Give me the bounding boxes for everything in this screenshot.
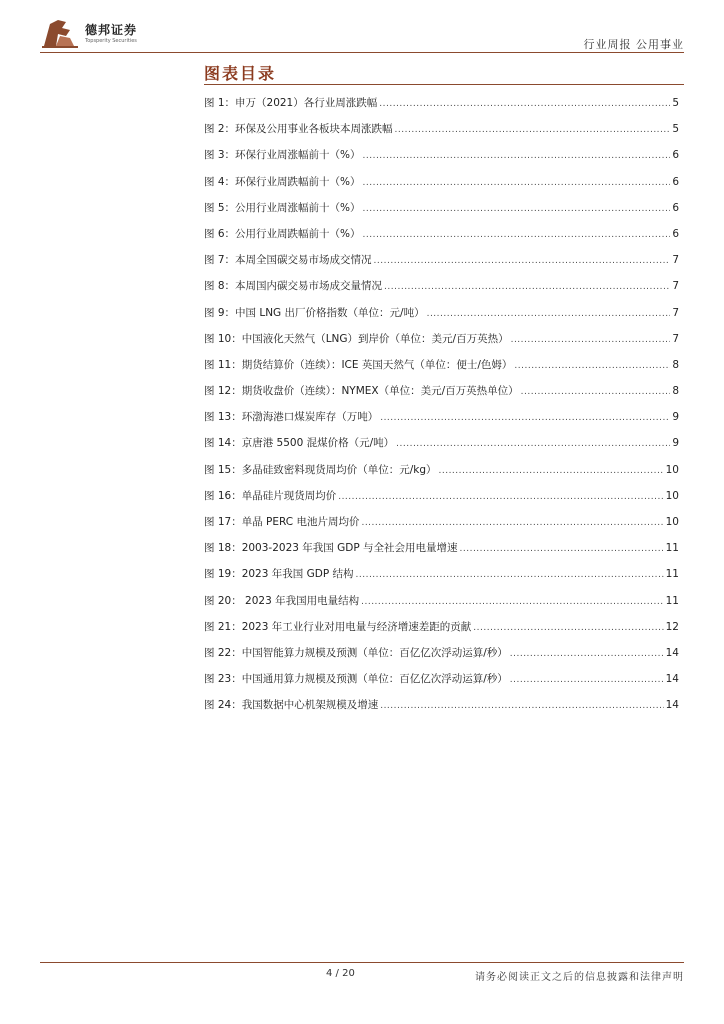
toc-dot-leader: [361, 518, 663, 528]
toc-entry[interactable]: [204, 226, 679, 252]
toc-entry-page: 7: [672, 306, 679, 319]
toc-entry[interactable]: [204, 435, 679, 461]
toc-dot-leader: [514, 361, 670, 371]
toc-entry-text: 图 10：中国液化天然气（LNG）到岸价（单位：美元/百万英热）: [204, 332, 509, 345]
toc-dot-leader: [396, 439, 670, 449]
toc-dot-leader: [427, 309, 671, 319]
toc-dot-leader: [338, 492, 663, 502]
toc-entry[interactable]: [204, 174, 679, 200]
toc-dot-leader: [395, 125, 671, 135]
toc-entry-page: 10: [665, 463, 679, 476]
toc-entry-text: 图 16：单晶硅片现货周均价: [204, 489, 337, 502]
toc-entry-page: 8: [672, 385, 679, 398]
toc-title: 图表目录: [204, 64, 277, 83]
toc-entry-page: 10: [665, 489, 679, 502]
toc-dot-leader: [380, 413, 670, 423]
toc-entry-page: 6: [672, 175, 679, 188]
toc-entry-text: 图 9：中国 LNG 出厂价格指数（单位：元/吨）: [204, 306, 425, 319]
toc-dot-leader: [460, 544, 664, 554]
toc-entry[interactable]: [204, 593, 679, 619]
toc-entry-text: 图 1：申万（2021）各行业周涨跌幅: [204, 97, 378, 109]
toc-entry-text: 图 18：2003-2023 年我国 GDP 与全社会用电量增速: [204, 542, 458, 555]
toc-entry-page: 8: [672, 358, 679, 371]
toc-entry[interactable]: [204, 252, 679, 278]
page-number: 4 / 20: [326, 968, 355, 979]
toc-dot-leader: [511, 335, 671, 345]
toc-entry-page: 5: [672, 97, 679, 109]
toc-entry-page: 11: [665, 542, 679, 555]
toc-entry-text: 图 14：京唐港 5500 混煤价格（元/吨）: [204, 437, 395, 450]
toc-entry[interactable]: [204, 147, 679, 173]
toc-dot-leader: [361, 597, 664, 607]
report-type-label: 行业周报 公用事业: [583, 38, 684, 51]
toc-entry-page: 14: [665, 699, 679, 712]
toc-dot-leader: [438, 466, 663, 476]
footer-divider: [40, 962, 684, 963]
page-header: [40, 12, 684, 54]
toc-dot-leader: [473, 623, 663, 633]
toc-dot-leader: [380, 701, 663, 711]
toc-entry[interactable]: [204, 645, 679, 671]
toc-entry-text: 图 3：环保行业周涨幅前十（%）: [204, 149, 361, 162]
toc-entry-text: 图 11：期货结算价（连续）：ICE 英国天然气（单位：便士/色姆）: [204, 358, 513, 371]
logo-mark-icon: [40, 16, 80, 50]
brand-name: 德邦证券: [85, 23, 138, 37]
header-divider: [40, 52, 684, 53]
company-logo: [40, 16, 180, 52]
toc-entry[interactable]: [204, 514, 679, 540]
toc-entry-text: 图 24：我国数据中心机架规模及增速: [204, 699, 379, 712]
toc-entry[interactable]: [204, 331, 679, 357]
toc-entry-page: 10: [665, 516, 679, 528]
toc-dot-leader: [521, 387, 671, 397]
toc-entry-text: 图 15：多晶硅致密料现货周均价（单位：元/kg）: [204, 463, 437, 476]
toc-dot-leader: [374, 256, 671, 266]
toc-entry-page: 14: [665, 673, 679, 686]
toc-entry-page: 11: [665, 568, 679, 581]
toc-entry[interactable]: [204, 409, 679, 435]
toc-entry-text: 图 4：环保行业周跌幅前十（%）: [204, 175, 361, 188]
toc-entry[interactable]: [204, 305, 679, 331]
toc-entry[interactable]: [204, 357, 679, 383]
toc-entry-text: 图 8：本周国内碳交易市场成交量情况: [204, 280, 383, 293]
toc-title-divider: [204, 84, 684, 85]
toc-entry-page: 5: [672, 123, 679, 136]
toc-entry-text: 图 22：中国智能算力规模及预测（单位：百亿亿次浮动运算/秒）: [204, 646, 508, 659]
toc-entry-text: 图 19：2023 年我国 GDP 结构: [204, 568, 354, 581]
toc-entry[interactable]: [204, 540, 679, 566]
toc-entry-page: 12: [665, 620, 679, 633]
toc-entry[interactable]: [204, 566, 679, 592]
toc-entry-text: 图 6：公用行业周跌幅前十（%）: [204, 227, 361, 240]
toc-entry[interactable]: [204, 488, 679, 514]
toc-entry-text: 图 17：单晶 PERC 电池片周均价: [204, 516, 360, 528]
toc-entry-text: 图 12：期货收盘价（连续）：NYMEX（单位：美元/百万英热单位）: [204, 385, 519, 398]
toc-dot-leader: [384, 282, 670, 292]
toc-entry[interactable]: [204, 462, 679, 488]
toc-dot-leader: [510, 649, 664, 659]
toc-dot-leader: [363, 151, 671, 161]
toc-entry-page: 7: [672, 280, 679, 293]
toc-entry-text: 图 13：环渤海港口煤炭库存（万吨）: [204, 411, 379, 424]
toc-entry-text: 图 21：2023 年工业行业对用电量与经济增速差距的贡献: [204, 620, 472, 633]
toc-entry[interactable]: [204, 200, 679, 226]
toc-entry-page: 7: [672, 254, 679, 267]
toc-entry-page: 14: [665, 646, 679, 659]
toc-entry-page: 11: [665, 594, 679, 607]
toc-entry-text: 图 23：中国通用算力规模及预测（单位：百亿亿次浮动运算/秒）: [204, 673, 508, 686]
toc-entry[interactable]: [204, 697, 679, 723]
toc-entry[interactable]: [204, 383, 679, 409]
toc-entry-page: 6: [672, 149, 679, 162]
legal-disclaimer: 请务必阅读正文之后的信息披露和法律声明: [475, 972, 684, 983]
toc-entry[interactable]: [204, 619, 679, 645]
toc-dot-leader: [363, 204, 671, 214]
toc-dot-leader: [379, 99, 670, 109]
toc-entry[interactable]: [204, 95, 679, 121]
toc-dot-leader: [356, 570, 664, 580]
brand-english-name: Topsperity Securities: [85, 38, 137, 44]
toc-entry-text: 图 20： 2023 年我国用电量结构: [204, 594, 360, 607]
toc-entry-page: 6: [672, 227, 679, 240]
toc-entry-text: 图 7：本周全国碳交易市场成交情况: [204, 254, 372, 267]
toc-entry-text: 图 5：公用行业周涨幅前十（%）: [204, 201, 361, 214]
toc-entry[interactable]: [204, 278, 679, 304]
toc-dot-leader: [510, 675, 664, 685]
toc-dot-leader: [363, 178, 671, 188]
toc-entry[interactable]: [204, 121, 679, 147]
toc-list: [204, 95, 679, 724]
toc-entry-page: 9: [672, 437, 679, 450]
toc-entry-page: 7: [672, 332, 679, 345]
toc-dot-leader: [363, 230, 671, 240]
toc-entry-page: 6: [672, 201, 679, 214]
toc-entry-text: 图 2：环保及公用事业各板块本周涨跌幅: [204, 123, 393, 136]
toc-entry-page: 9: [672, 411, 679, 424]
toc-entry[interactable]: [204, 671, 679, 697]
